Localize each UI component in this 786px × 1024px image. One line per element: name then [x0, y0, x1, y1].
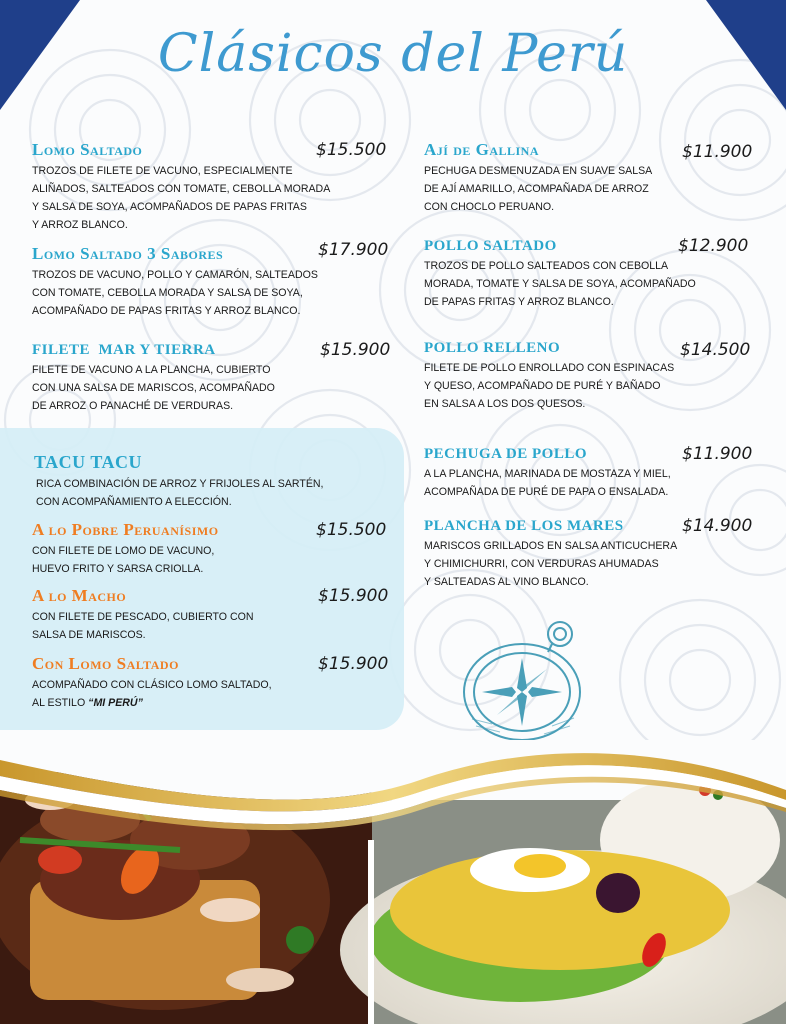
- item-name: PLANCHA DE LOS MARES: [424, 518, 624, 534]
- item-description: FILETE DE POLLO ENROLLADO CON ESPINACAS Y QUESO, ACOMPAÑADO DE PURÉ Y BAÑADO EN SALSA A LOS DOS QUESOS.: [424, 362, 675, 410]
- menu-item-a-lo-macho: [32, 586, 389, 644]
- item-price: $17.900: [318, 240, 389, 260]
- page-title: Clásicos del Perú: [157, 24, 629, 84]
- item-price: $11.900: [682, 142, 753, 162]
- menu-item-lomo-saltado: [32, 140, 387, 234]
- item-name: PECHUGA DE POLLO: [424, 446, 588, 462]
- item-description: TROZOS DE POLLO SALTEADOS CON CEBOLLA MORADA, TOMATE Y SALSA DE SOYA, ACOMPAÑADO DE PAPAS FRITAS Y ARROZ BLANCO.: [424, 260, 696, 308]
- item-price: $15.900: [318, 654, 389, 674]
- menu-item-lomo-saltado-3-sabores: [32, 240, 389, 320]
- food-photos-band: [0, 740, 786, 1024]
- menu-item-con-lomo-saltado: [32, 654, 389, 712]
- item-description: FILETE DE VACUNO A LA PLANCHA, CUBIERTO CON UNA SALSA DE MARISCOS, ACOMPAÑADO DE ARROZ O PANACHÉ DE VERDURAS.: [32, 364, 275, 412]
- item-description: A LA PLANCHA, MARINADA DE MOSTAZA Y MIEL, ACOMPAÑADA DE PURÉ DE PAPA O ENSALADA.: [424, 468, 671, 498]
- menu-item-a-lo-pobre: [32, 520, 387, 578]
- menu-item-plancha-de-los-mares: [424, 518, 754, 591]
- item-description: PECHUGA DESMENUZADA EN SUAVE SALSA DE AJÍ AMARILLO, ACOMPAÑADA DE ARROZ CON CHOCLO PERUANO.: [424, 165, 653, 213]
- item-name: POLLO RELLENO: [424, 340, 561, 356]
- mi-peru-emphasis: “MI PERÚ”: [88, 697, 143, 709]
- item-price: $15.500: [316, 520, 387, 540]
- menu-section-tacu-tacu: [34, 452, 374, 511]
- item-price: $15.900: [320, 340, 391, 360]
- section-name: TACU TACU: [34, 452, 143, 472]
- item-name: POLLO SALTADO: [424, 238, 557, 254]
- item-name: Ají de Gallina: [424, 140, 540, 159]
- item-price: $11.900: [682, 444, 753, 464]
- item-name: FILETE MAR Y TIERRA: [32, 342, 216, 358]
- item-name: Con Lomo Saltado: [32, 654, 179, 673]
- menu-item-pollo-saltado: [424, 238, 754, 311]
- aji-de-gallina-photo: [340, 778, 786, 1024]
- item-description: TROZOS DE VACUNO, POLLO Y CAMARÓN, SALTEADOS CON TOMATE, CEBOLLA MORADA Y SALSA DE SOYA, ACOMPAÑADO DE PAPAS FRITAS Y ARROZ BLANCO.: [32, 269, 318, 317]
- item-description: CON FILETE DE PESCADO, CUBIERTO CON SALSA DE MARISCOS.: [32, 611, 254, 641]
- item-name: A lo Pobre Peruanísimo: [32, 520, 219, 539]
- item-description: CON FILETE DE LOMO DE VACUNO, HUEVO FRITO Y SARSA CRIOLLA.: [32, 545, 215, 575]
- item-price: $15.500: [316, 140, 387, 160]
- item-description: MARISCOS GRILLADOS EN SALSA ANTICUCHERA Y CHIMICHURRI, CON VERDURAS AHUMADAS Y SALTEADAS AL VINO BLANCO.: [424, 540, 678, 588]
- item-description: TROZOS DE FILETE DE VACUNO, ESPECIALMENTE ALIÑADOS, SALTEADOS CON TOMATE, CEBOLLA MORADA Y SALSA DE SOYA, ACOMPAÑADOS DE PAPAS FRITAS Y ARROZ BLANCO.: [32, 165, 331, 231]
- menu-item-pollo-relleno: [424, 340, 754, 413]
- compass-illustration: [452, 614, 602, 754]
- item-name: Lomo Saltado 3 Sabores: [32, 244, 224, 263]
- item-price: $12.900: [678, 236, 749, 256]
- item-name: A lo Macho: [32, 586, 127, 605]
- menu-item-pechuga-de-pollo: [424, 446, 754, 501]
- item-name: Lomo Saltado: [32, 140, 143, 159]
- item-price: $14.900: [682, 516, 753, 536]
- menu-item-aji-de-gallina: [424, 140, 754, 216]
- item-price: $14.500: [680, 340, 751, 360]
- menu-item-filete-mar-y-tierra: [32, 340, 391, 415]
- section-description: RICA COMBINACIÓN DE ARROZ Y FRIJOLES AL SARTÉN, CON ACOMPAÑAMIENTO A ELECCIÓN.: [36, 478, 324, 508]
- item-description: ACOMPAÑADO CON CLÁSICO LOMO SALTADO, AL ESTILO “MI PERÚ”: [32, 679, 272, 709]
- item-price: $15.900: [318, 586, 389, 606]
